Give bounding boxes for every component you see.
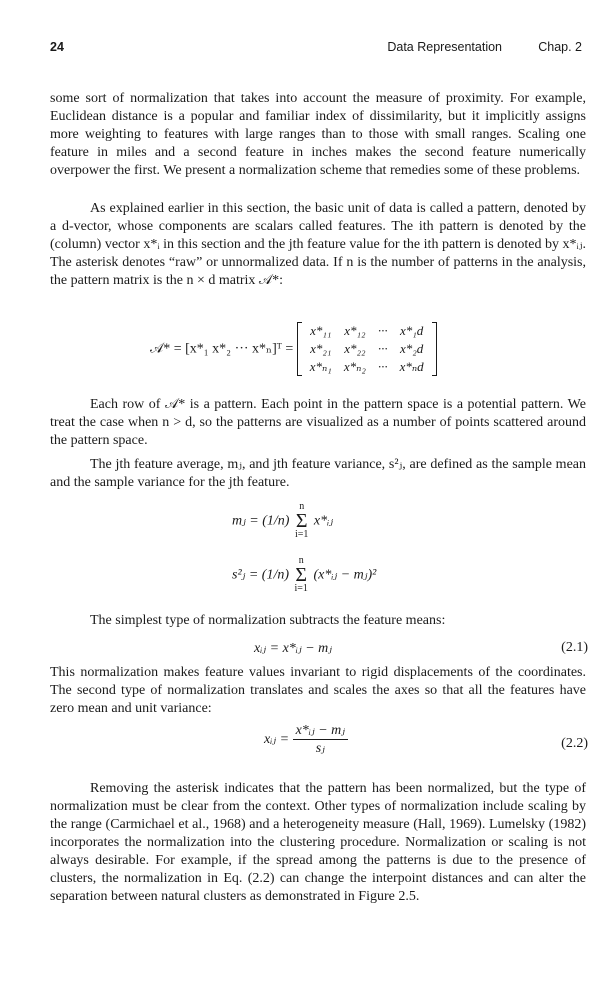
matrix-cell: ··· xyxy=(377,323,388,338)
matrix-cell: x*₁₁ xyxy=(310,323,332,338)
section-title: Data Representation xyxy=(387,40,502,54)
paragraph-5: The simplest type of normalization subtracts the feature means: xyxy=(90,613,446,628)
paragraph-3: Each row of 𝒜* is a pattern. Each point in the pattern space is a potential pattern. We treat the case when n > d, so the patterns are visualized as a number of points scattered around the pattern space. xyxy=(50,397,586,448)
equation-number-2-2: (2.2) xyxy=(561,736,588,751)
matrix-cell: x*₂d xyxy=(400,341,424,356)
pattern-matrix xyxy=(297,322,437,376)
matrix-cell: x*₁₂ xyxy=(344,323,366,338)
pattern-matrix-equation xyxy=(150,322,437,376)
matrix-lhs: 𝒜* = [x*₁ x*₂ ··· x*ₙ]ᵀ = xyxy=(150,341,294,357)
equation-number-2-1: (2.1) xyxy=(561,640,588,655)
summation xyxy=(295,502,308,540)
paragraph-2: As explained earlier in this section, the basic unit of data is called a pattern, denoted by a d-vector, whose components are scalars called features. The ith pattern is denoted by the (column) vector x*ᵢ in this section and the jth feature value for the ith pattern is denoted by x*ᵢⱼ. The asterisk denotes “raw” or unnormalized data. If n is the number of patterns in the analysis, the pattern matrix is the n × d matrix 𝒜*: xyxy=(50,201,586,288)
equation-2-1: xᵢⱼ = x*ᵢⱼ − mⱼ xyxy=(254,641,332,656)
matrix-cell: x*₂₁ xyxy=(310,341,332,356)
page-number: 24 xyxy=(50,40,64,54)
mean-lhs: mⱼ = (1/n) xyxy=(232,513,290,529)
matrix-row xyxy=(304,322,430,340)
paragraph-6: This normalization makes feature values invariant to rigid displacements of the coordinates. The second type of normalization translates and scales the axes so that all the features have zero mean and unit variance: xyxy=(50,665,586,716)
paragraph-4: The jth feature average, mⱼ, and jth feature variance, s²ⱼ, are defined as the sample mean and the sample variance for the jth feature. xyxy=(50,457,586,490)
paragraph-7: Removing the asterisk indicates that the pattern has been normalized, but the type of normalization must be clear from the context. Other types of normalization include scaling by the range (Carmichael et al., 1968) and a heterogeneity measure (Hall, 1969). Lumelsky (1982) incorporates the normalization into the clustering procedure. Normalization or scaling is not always desirable. For example, if the spread among the patterns is due to the presence of clusters, the normalization in Eq. (2.2) can change the interpoint distances and can alter the separation between natural clusters as demonstrated in Figure 2.5. xyxy=(50,781,586,904)
matrix-row xyxy=(304,358,430,376)
chapter-label: Chap. 2 xyxy=(538,40,582,54)
equation-2-2 xyxy=(264,722,348,757)
running-header xyxy=(50,40,582,60)
matrix-cell: x*ₙ₂ xyxy=(343,359,366,374)
matrix-cell: x*ₙd xyxy=(399,359,424,374)
variance-lhs: s²ⱼ = (1/n) xyxy=(232,567,290,583)
sum-upper-limit: n xyxy=(299,501,305,512)
paragraph-1: some sort of normalization that takes into account the measure of proximity. For example, Euclidean distance is a popular and familiar index of dissimilarity, but it implicitly assigns more weighting to features with large ranges than to those with small ranges. Scaling one feature in miles and a second feature in inches makes the second feature numerically overpower the first. We present a normalization scheme that remedies some of these problems. xyxy=(50,91,586,178)
sigma-symbol: Σ xyxy=(295,564,308,586)
eq22-lhs: xᵢⱼ = xyxy=(264,732,290,747)
eq22-fraction xyxy=(293,722,348,757)
matrix-cell: ··· xyxy=(377,359,388,374)
eq22-denominator: sⱼ xyxy=(315,741,325,756)
eq22-numerator: x*ᵢⱼ − mⱼ xyxy=(293,722,348,740)
matrix-cell: x*₁d xyxy=(400,323,424,338)
sum-upper-limit: n xyxy=(298,555,304,566)
summation xyxy=(295,556,308,594)
matrix-row xyxy=(304,340,430,358)
sum-lower-limit: i=1 xyxy=(294,583,308,594)
matrix-cell: x*ₙ₁ xyxy=(309,359,332,374)
sum-lower-limit: i=1 xyxy=(294,529,309,540)
feature-mean-equation xyxy=(232,502,333,540)
mean-rhs: x*ᵢⱼ xyxy=(313,513,334,529)
matrix-cell: x*₂₂ xyxy=(344,341,366,356)
matrix-cell: ··· xyxy=(377,341,388,356)
sigma-symbol: Σ xyxy=(295,510,308,532)
variance-rhs: (x*ᵢⱼ − mⱼ)² xyxy=(313,567,377,583)
feature-variance-equation xyxy=(232,556,376,594)
